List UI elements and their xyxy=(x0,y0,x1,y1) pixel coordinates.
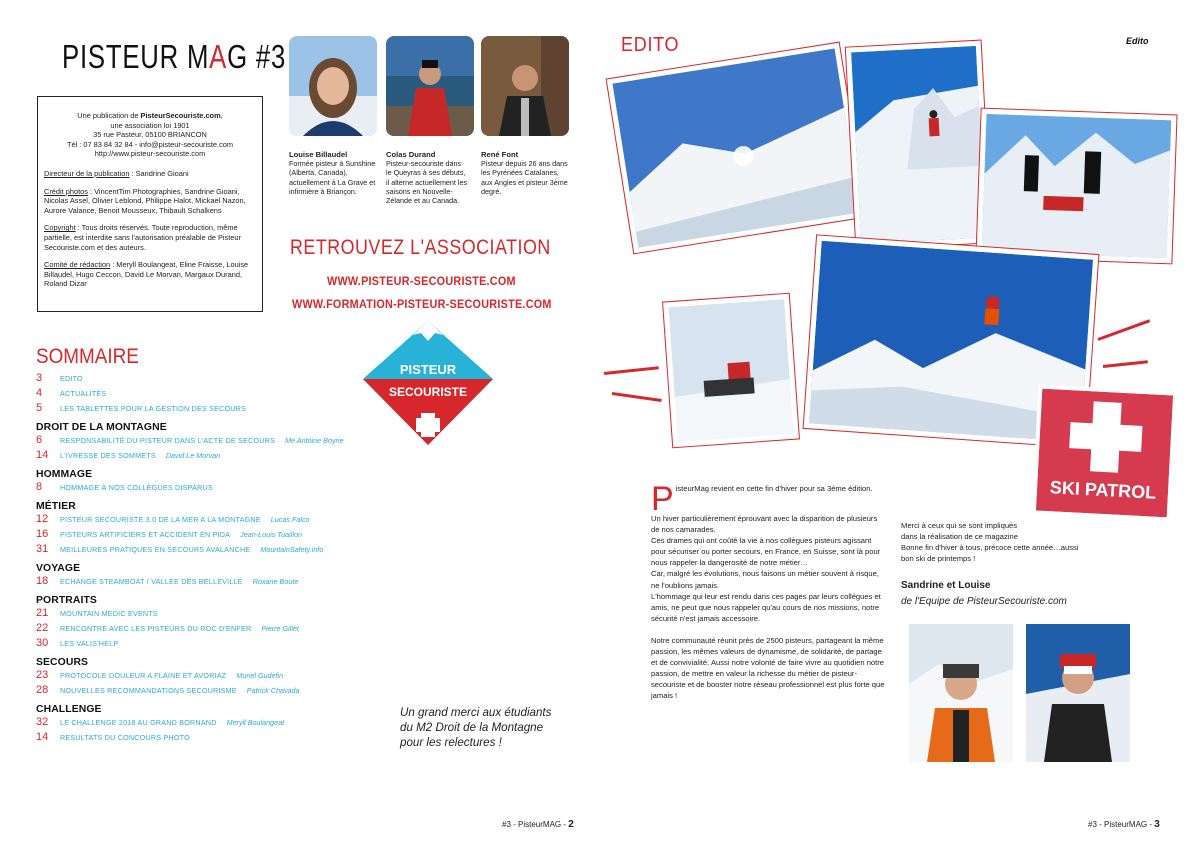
publisher-name: PisteurSecouriste.com xyxy=(140,111,221,120)
magazine-title: PISTEUR MAG #3 xyxy=(62,38,287,75)
signature-names: Sandrine et Louise xyxy=(901,580,991,591)
toc-section-heading: PORTRAITS xyxy=(36,595,97,606)
dropcap: P xyxy=(651,480,674,518)
pisteur-secouriste-logo xyxy=(361,319,495,447)
toc-entry[interactable]: 6 RESPONSABILITÉ DU PISTEUR DANS L'ACTE DE SECOURS Me Antoine Boyrie xyxy=(36,434,344,446)
publication-info-box xyxy=(37,96,263,312)
portrait-louise xyxy=(289,36,377,136)
association-type: une association loi 1901 xyxy=(110,120,190,130)
toc-section-heading: HOMMAGE xyxy=(36,469,93,480)
toc-entry[interactable]: 5 LES TABLETTES POUR LA GESTION DES SECOURS xyxy=(36,402,247,414)
toc-section-heading: DROIT DE LA MONTAGNE xyxy=(36,422,167,433)
photos-value: : VincentTim Photographies, Sandrine Gioani, Nicolas Assel, Olivier Leblond, Philippe Halot, Mickael Nazon, Aurore Valance, Benoit Mousseux, Thibault Schalkens xyxy=(44,186,246,215)
logo-text-bottom: SECOURISTE xyxy=(388,385,468,399)
photo-rescue-sled xyxy=(976,109,1176,264)
toc-entry[interactable]: 21 MOUNTAIN MEDIC EVENTS xyxy=(36,607,158,619)
toc-section-heading: SECOURS xyxy=(36,657,89,668)
photo-sandrine xyxy=(909,624,1013,762)
toc-entry[interactable]: 14 L'IVRESSE DES SOMMETS David Le Morvan xyxy=(36,449,221,461)
footer-right: #3 - PisteurMAG - 3 xyxy=(1088,819,1160,830)
footer-left: #3 - PisteurMAG - 2 xyxy=(502,819,574,830)
toc-section-heading: MÉTIER xyxy=(36,501,76,512)
bio-colas: Colas Durand Pisteur-secouriste dans le Queyras à ses débuts, il alterne actuellement les saisons en Nouvelle-Zélande et au Canada. xyxy=(386,150,468,206)
publisher-line-pre: Une publication de xyxy=(77,111,141,120)
photo-louise xyxy=(1026,624,1130,762)
toc-entry[interactable]: 32 LE CHALLENGE 2018 AU GRAND BORNAND Meryll Boulangeat xyxy=(36,716,285,728)
director-value: : Sandrine Gioani xyxy=(129,168,189,178)
toc-entry[interactable]: 14 RESULTATS DU CONCOURS PHOTO xyxy=(36,731,190,743)
section-tag: Edito xyxy=(1126,36,1149,46)
website: http://www.pisteur-secouriste.com xyxy=(94,149,206,159)
toc-entry[interactable]: 4 ACTUALITÉS xyxy=(36,387,107,399)
committee-label: Comité de rédaction xyxy=(44,260,111,270)
signature-team: de l'Equipe de PisteurSecouriste.com xyxy=(901,596,1067,607)
photo-patroller-bombing xyxy=(846,41,991,250)
training-website-link[interactable]: WWW.FORMATION-PISTEUR-SECOURISTE.COM xyxy=(292,297,552,311)
decor-stroke xyxy=(612,392,662,402)
copyright-label: Copyright xyxy=(44,223,76,233)
decor-stroke xyxy=(604,366,659,375)
toc-entry[interactable]: 3 EDITO xyxy=(36,372,83,384)
ski-patrol-text: SKI PATROL xyxy=(1049,477,1157,503)
toc-entry[interactable]: 23 PROTOCOLE DOULEUR A FLAINE ET AVORIAZ Muriel Gudefin xyxy=(36,669,284,681)
association-heading: RETROUVEZ L'ASSOCIATION xyxy=(290,236,551,259)
ski-patrol-sign xyxy=(1036,389,1173,518)
edito-body: PisteurMag revient en cette fin d'hiver pour sa 3ème édition. Un hiver particulièrement éprouvant avec la disparition de plusieurs de nos camarades. Ces drames qui ont coûté la vie à nos collègues pisteurs agissant pour sécuriser ou porter secours, en France, en Suisse, sont là pour nous rappeler la dangerosité de notre métier… Car, malgré les évolutions, nous faisons un métier souvent à risque, ne l'oublions jamais. L'hommage qui leur est rendu dans ces pages par leurs collègues et amis, ne peut que nous rappeler qu'au cours de nos missions, notre sécurité n'est jamais accessoire. Notre communauté réunit près de 2500 pisteurs, partageant la même passion, les mêmes valeurs de dynamisme, de solidarité, de partage et de convivialité. Aussi notre volonté de faire vivre au quotidien notre passion, de mettre en valeur la richesse du métier de pisteur-secouriste et de booster notre réseau professionnel est plus forte que jamais ! xyxy=(651,480,885,701)
bio-louise: Louise Billaudel Formée pisteur à Sunshine (Alberta, Canada), actuellement à La Grave et infirmière à Briançon. xyxy=(289,150,376,196)
thanks-note: Un grand merci aux étudiants du M2 Droit de la Montagne pour les relectures ! xyxy=(400,706,552,749)
toc-entry[interactable]: 28 NOUVELLES RECOMMANDATIONS SECOURISME Patrick Chavada xyxy=(36,684,300,696)
toc-entry[interactable]: 8 HOMMAGE À NOS COLLÈGUES DISPARUS xyxy=(36,481,213,493)
committee-value: : Meryll Boulangeat, Eline Fraisse, Louise Billaudel, Hugo Ceccon, David Le Morvan, Margaux Durand, Roland Dizar xyxy=(44,260,249,289)
portrait-colas xyxy=(386,36,474,136)
toc-entry[interactable]: 16 PISTEURS ARTIFICIERS ET ACCIDENT EN PIDA Jean-Louis Tuaillon xyxy=(36,528,302,540)
toc-entry[interactable]: 30 LES VALIS'HELP xyxy=(36,637,119,649)
portrait-rene xyxy=(481,36,569,136)
decor-stroke xyxy=(1097,319,1150,341)
publisher-line-post: , xyxy=(220,111,223,120)
toc-entry[interactable]: 22 RENCONTRE AVEC LES PISTEURS DU ROC D'ENFER Pierre Gillet xyxy=(36,622,299,634)
toc-title: SOMMAIRE xyxy=(36,345,139,368)
logo-text-top: PISTEUR xyxy=(399,362,457,377)
edito-thanks: Merci à ceux qui se sont impliqués dans la réalisation de ce magazine Bonne fin d'hiver à tous, précoce cette année…aussi bon ski de printemps ! xyxy=(901,521,1079,564)
toc-entry[interactable]: 18 ECHANGE STEAMBOAT / VALLÉE DES BELLEVILLE Roxane Boute xyxy=(36,575,299,587)
edito-heading: EDITO xyxy=(621,34,680,56)
toc-section-heading: VOYAGE xyxy=(36,563,81,574)
photos-label: Crédit photos xyxy=(44,186,88,196)
director-label: Directeur de la publication xyxy=(44,168,130,178)
address: 35 rue Pasteur, 05100 BRIANCON xyxy=(93,130,207,140)
bio-rene: René Font Pisteur depuis 26 ans dans les Pyrénées Catalanes, aux Angles et pisteur 3ème degré. xyxy=(481,150,568,196)
copyright-value: : Tous droits réservés. Toute reproduction, même partielle, est interdite sans l'autorisation préalable de Pisteur Secouriste.com et des auteurs. xyxy=(44,223,241,252)
toc-entry[interactable]: 12 PISTEUR SECOURISTE 3.0 DE LA MER A LA MONTAGNE Lucas Falco xyxy=(36,513,310,525)
phone-email: Tél : 07 83 84 32 84 - info@pisteur-secouriste.com xyxy=(66,139,234,149)
toc-section-heading: CHALLENGE xyxy=(36,704,102,715)
table-of-contents xyxy=(36,372,366,746)
toc-entry[interactable]: 31 MEILLEURES PRATIQUES EN SECOURS AVALANCHE MountainSafety.info xyxy=(36,543,324,555)
website-link[interactable]: WWW.PISTEUR-SECOURISTE.COM xyxy=(327,274,516,288)
photo-avalanche-control xyxy=(607,43,867,254)
decor-stroke xyxy=(1103,360,1148,368)
photo-snowmobile xyxy=(663,294,799,447)
